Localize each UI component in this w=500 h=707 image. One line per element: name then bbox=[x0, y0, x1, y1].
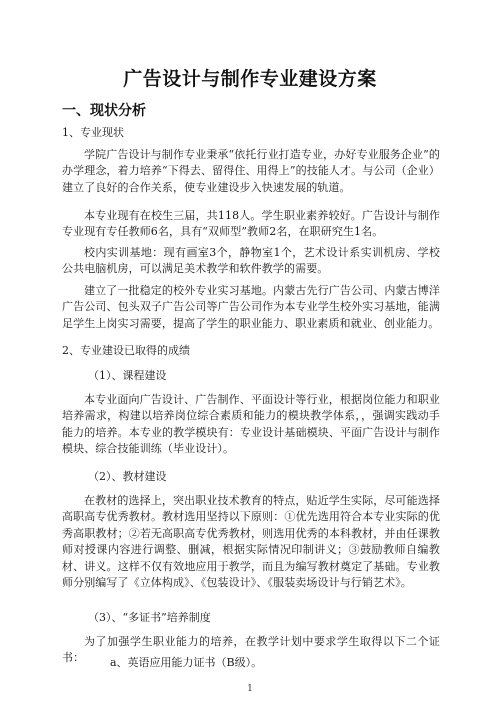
page-number: 1 bbox=[247, 684, 253, 694]
paragraph-philosophy: 学院广告设计与制作专业秉承“依托行业打造专业，办好专业服务企业”的办学理念，着力培养“下得去、留得住、用得上”的技能人才。与公司（企业）建立了良好的合作关系，使专业建设步入快速发展的轨道。 bbox=[62, 148, 440, 194]
paragraph-course-building: 本专业面向广告设计、广告制作、平面设计等行业，根据岗位能力和职业培养需求，构建以培养岗位综合素质和能力的模块教学体系，，强调实践动手能力的培养。本专业的教学模块有：专业设计基础模块、平面广告设计与制作模块、综合技能训练（毕业设计）。 bbox=[62, 393, 440, 456]
list-item-english-certificate: a、英语应用能力证书（B级）。 bbox=[110, 656, 263, 669]
paragraph-certificates: 为了加强学生职业能力的培养，在教学计划中要求学生取得以下二个证书： bbox=[62, 635, 440, 665]
section-heading-status-analysis: 一、现状分析 bbox=[62, 103, 146, 119]
subsection-heading-multi-certificate: （3）、“多证书”培养制度 bbox=[88, 611, 211, 624]
document-title: 广告设计与制作专业建设方案 bbox=[123, 68, 377, 90]
paragraph-internal-training: 校内实训基地：现有画室3个，静物室1个，艺术设计系实训机房、学校公共电脑机房，可以满足美术教学和软件教学的需要。 bbox=[62, 246, 440, 276]
paragraph-external-bases: 建立了一批稳定的校外专业实习基地。内蒙古先行广告公司、内蒙古博洋广告公司、包头双子广告公司等广告公司作为本专业学生校外实习基地，能满足学生上岗实习需要，提高了学生的职业能力、职业素质和就业、创业能力。 bbox=[62, 284, 440, 330]
subsection-heading-current-status: 1、专业现状 bbox=[62, 126, 124, 139]
paragraph-textbook-building: 在教材的选择上，突出职业技术教育的特点，贴近学生实际，尽可能选择高职高专优秀教材。教材选用坚持以下原则：①优先选用符合本专业实际的优秀高职教材；②若无高职高专优秀教材，则选用优秀的本科教材，并由任课教师对授课内容进行调整、删减，根据实际情况印制讲义；③鼓励教师自编教材、讲义。这样不仅有效地应用于教学，而且为编写教材奠定了基础。专业教师分别编写了《立体构成》、《包装设计》、《服装卖场设计与行销艺术》。 bbox=[62, 494, 440, 590]
subsection-heading-course-building: （1）、课程建设 bbox=[88, 369, 167, 382]
subsection-heading-textbook-building: （2）、教材建设 bbox=[88, 470, 167, 483]
paragraph-students-teachers: 本专业现有在校生三届，共118人。学生职业素养较好。广告设计与制作专业现有专任教师6名，具有“双师型”教师2名，在职研究生1名。 bbox=[62, 209, 440, 239]
subsection-heading-achievements: 2、专业建设已取得的成绩 bbox=[62, 344, 190, 357]
